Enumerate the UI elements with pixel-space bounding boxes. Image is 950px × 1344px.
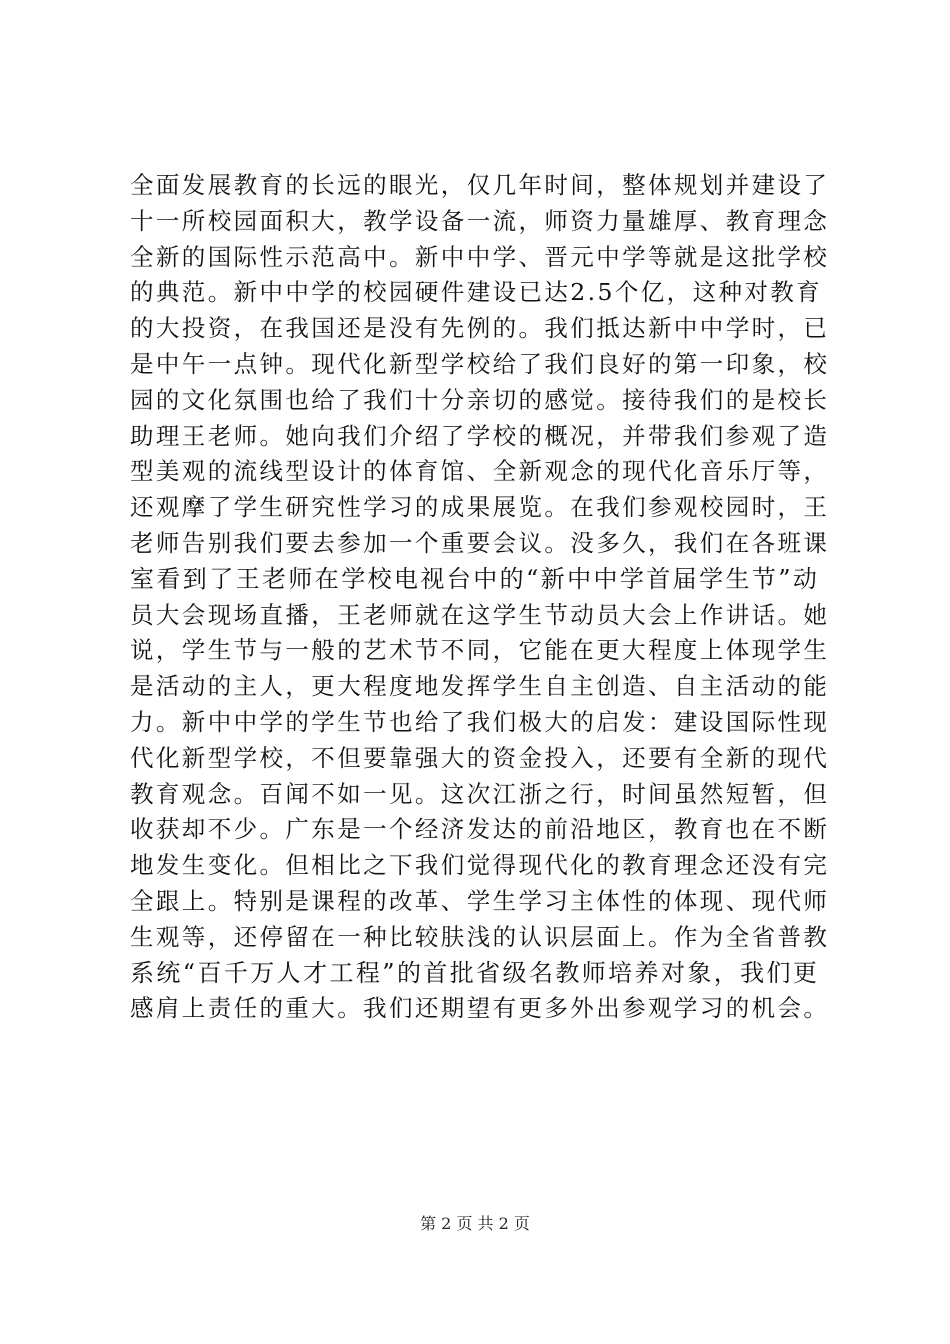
text-line: 系统“百千万人才工程”的首批省级名教师培养对象，我们更	[130, 958, 820, 987]
text-line: 室看到了王老师在学校电视台中的“新中中学首届学生节”动	[130, 564, 820, 593]
text-line: 教育观念。百闻不如一见。这次江浙之行，时间虽然短暂，但	[130, 779, 830, 808]
text-line: 还观摩了学生研究性学习的成果展览。在我们参观校园时，王	[130, 493, 830, 522]
text-line: 全面发展教育的长远的眼光，仅几年时间，整体规划并建设了	[130, 171, 830, 199]
text-line: 生观等，还停留在一种比较肤浅的认识层面上。作为全省普教	[130, 922, 830, 951]
text-line: 收获却不少。广东是一个经济发达的前沿地区，教育也在不断	[130, 815, 830, 844]
text-line: 地发生变化。但相比之下我们觉得现代化的教育理念还没有完	[130, 851, 830, 880]
body-text	[130, 168, 830, 1027]
text-line: 全跟上。特别是课程的改革、学生学习主体性的体现、现代师	[130, 886, 830, 915]
text-line: 助理王老师。她向我们介绍了学校的概况，并带我们参观了造	[130, 421, 830, 450]
text-line: 力。新中中学的学生节也给了我们极大的启发：建设国际性现	[130, 707, 830, 736]
text-line: 园的文化氛围也给了我们十分亲切的感觉。接待我们的是校长	[130, 385, 830, 414]
text-line: 代化新型学校，不但要靠强大的资金投入，还要有全新的现代	[130, 743, 830, 772]
text-line: 老师告别我们要去参加一个重要会议。没多久，我们在各班课	[130, 528, 830, 557]
text-line: 是中午一点钟。现代化新型学校给了我们良好的第一印象，校	[130, 349, 830, 378]
text-line: 型美观的流线型设计的体育馆、全新观念的现代化音乐厅等，	[130, 457, 830, 486]
text-line: 说，学生节与一般的艺术节不同，它能在更大程度上体现学生	[130, 636, 830, 665]
text-line: 是活动的主人，更大程度地发挥学生自主创造、自主活动的能	[130, 672, 830, 701]
text-line: 十一所校园面积大，教学设备一流，师资力量雄厚、教育理念	[130, 206, 830, 235]
text-line: 的典范。新中中学的校园硬件建设已达2.5个亿，这种对教育	[130, 278, 823, 307]
page-number-footer: 第 2 页 共 2 页	[420, 1214, 530, 1233]
text-line: 的大投资，在我国还是没有先例的。我们抵达新中中学时，已	[130, 314, 830, 343]
text-line: 员大会现场直播，王老师就在这学生节动员大会上作讲话。她	[130, 600, 830, 629]
text-line: 感肩上责任的重大。我们还期望有更多外出参观学习的机会。	[130, 994, 830, 1023]
text-line: 全新的国际性示范高中。新中中学、晋元中学等就是这批学校	[130, 242, 830, 271]
